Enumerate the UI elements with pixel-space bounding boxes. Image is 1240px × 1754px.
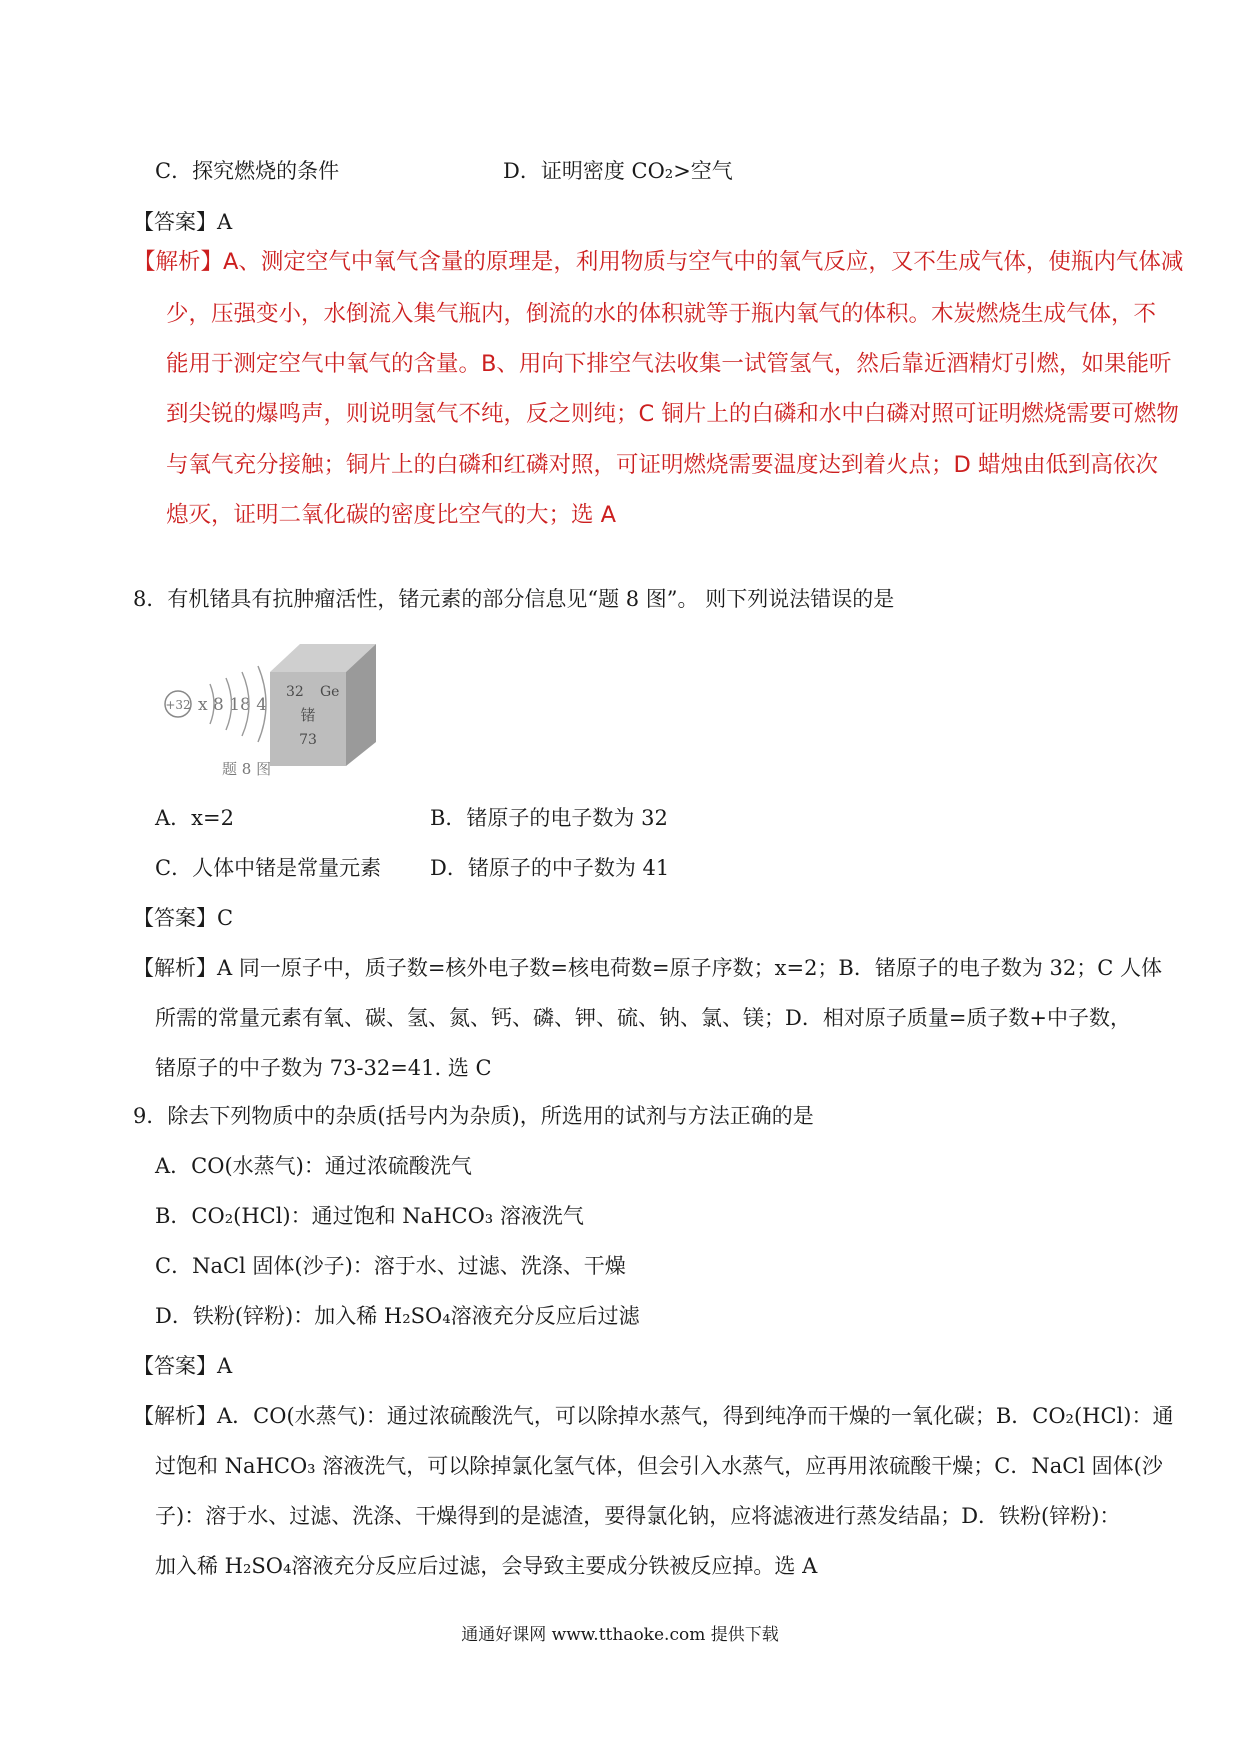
q7-option-d: D．证明密度 CO₂>空气 — [503, 159, 733, 183]
q7-answer: 【答案】A — [133, 210, 233, 234]
germanium-figure — [162, 640, 392, 790]
q7-analysis-line: 【解析】A、测定空气中氧气含量的原理是，利用物质与空气中的氧气反应，又不生成气体，使瓶内气体减 — [133, 249, 1184, 275]
q9-analysis-line: 子)：溶于水、过滤、洗涤、干燥得到的是滤渣，要得氯化钠，应将滤液进行蒸发结晶；D．铁粉(锌粉)： — [155, 1504, 1121, 1528]
q8-option-a: A．x=2 — [155, 806, 234, 830]
element-symbol: Ge — [320, 684, 340, 700]
page-footer: 通通好课网 www.tthaoke.com 提供下载 — [461, 1625, 779, 1645]
q7-analysis-line: 熄灭，证明二氧化碳的密度比空气的大；选 A — [166, 502, 617, 528]
q9-option-d: D．铁粉(锌粉)：加入稀 H₂SO₄溶液充分反应后过滤 — [155, 1304, 640, 1328]
q9-stem: 9．除去下列物质中的杂质(括号内为杂质)，所选用的试剂与方法正确的是 — [133, 1104, 814, 1128]
q8-analysis-line: 所需的常量元素有氧、碳、氢、氮、钙、磷、钾、硫、钠、氯、镁；D．相对原子质量=质子数+中子数， — [155, 1006, 1132, 1030]
q7-analysis-line: 少，压强变小，水倒流入集气瓶内，倒流的水的体积就等于瓶内氧气的体积。木炭燃烧生成气体，不 — [166, 301, 1157, 327]
figure-caption: 题 8 图 — [222, 760, 272, 778]
q8-stem: 8．有机锗具有抗肿瘤活性，锗元素的部分信息见“题 8 图”。 则下列说法错误的是 — [133, 587, 895, 611]
atomic-number: 32 — [286, 684, 304, 700]
q8-analysis-line: 锗原子的中子数为 73-32=41. 选 C — [155, 1056, 492, 1080]
q8-analysis-line: 【解析】A 同一原子中，质子数=核外电子数=核电荷数=原子序数；x=2；B．锗原子的电子数为 32；C 人体 — [133, 956, 1162, 980]
q8-option-d: D．锗原子的中子数为 41 — [430, 856, 670, 880]
element-name: 锗 — [300, 706, 316, 724]
q9-analysis-line: 过饱和 NaHCO₃ 溶液洗气，可以除掉氯化氢气体，但会引入水蒸气，应再用浓硫酸干燥；C．NaCl 固体(沙 — [155, 1454, 1163, 1478]
q9-option-c: C．NaCl 固体(沙子)：溶于水、过滤、洗涤、干燥 — [155, 1254, 626, 1278]
q7-analysis-line: 到尖锐的爆鸣声，则说明氢气不纯，反之则纯；C 铜片上的白磷和水中白磷对照可证明燃烧需要可燃物 — [166, 401, 1179, 427]
q7-analysis-line: 能用于测定空气中氧气的含量。B、用向下排空气法收集一试管氢气，然后靠近酒精灯引燃，如果能听 — [166, 351, 1172, 377]
q9-analysis-line: 加入稀 H₂SO₄溶液充分反应后过滤，会导致主要成分铁被反应掉。选 A — [155, 1554, 818, 1578]
q7-option-c: C．探究燃烧的条件 — [155, 159, 340, 183]
q9-answer: 【答案】A — [133, 1354, 233, 1378]
q7-analysis-line: 与氧气充分接触；铜片上的白磷和红磷对照，可证明燃烧需要温度达到着火点；D 蜡烛由低到高依次 — [166, 452, 1158, 478]
nucleus-label: +32 — [165, 698, 191, 712]
atomic-mass: 73 — [299, 732, 317, 748]
electron-shells-label: x 8 18 4 — [198, 695, 268, 715]
q8-answer: 【答案】C — [133, 906, 234, 930]
q9-analysis-line: 【解析】A．CO(水蒸气)：通过浓硫酸洗气，可以除掉水蒸气，得到纯净而干燥的一氧化碳；B．CO₂(HCl)：通 — [133, 1404, 1174, 1428]
q8-option-c: C．人体中锗是常量元素 — [155, 856, 382, 880]
q9-option-a: A．CO(水蒸气)：通过浓硫酸洗气 — [155, 1154, 472, 1178]
germanium-figure-svg — [162, 640, 392, 790]
q9-option-b: B．CO₂(HCl)：通过饱和 NaHCO₃ 溶液洗气 — [155, 1204, 584, 1228]
q8-option-b: B．锗原子的电子数为 32 — [430, 806, 668, 830]
